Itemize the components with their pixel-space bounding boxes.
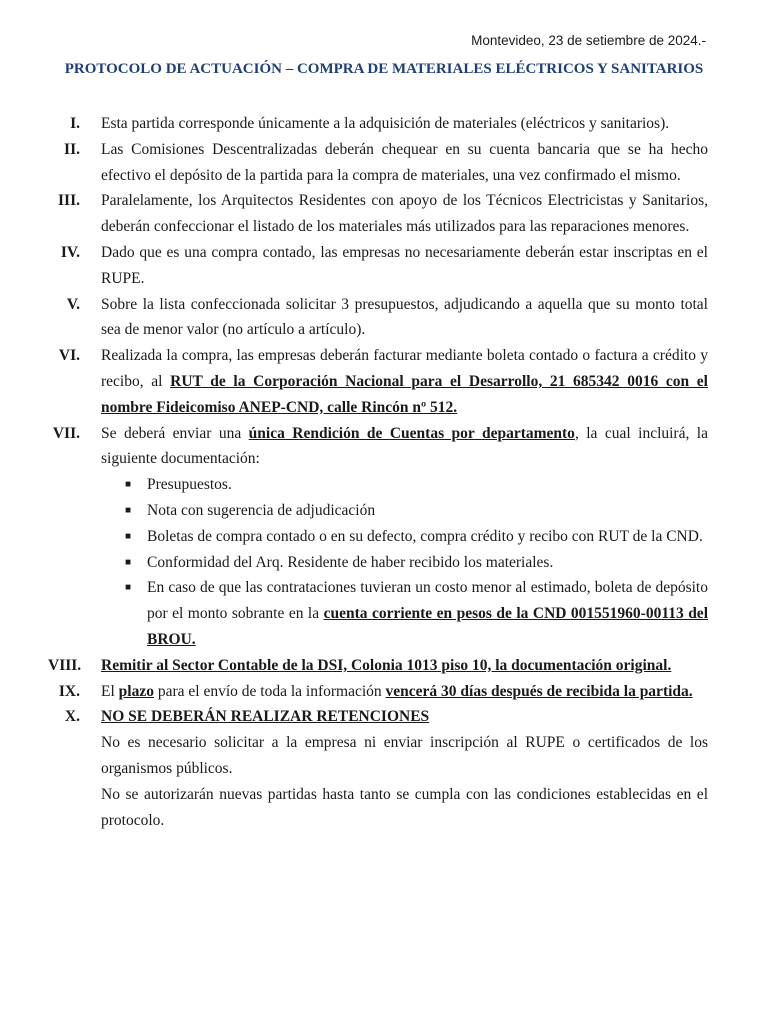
rut-info: RUT de la Corporación Nacional para el Desarrollo, 21 685342 0016 con el nombre Fideicomiso ANEP-CND, calle Rincón nº 512. (101, 372, 708, 416)
item-text: Sobre la lista confeccionada solicitar 3 presupuestos, adjudicando a aquella que su monto total sea de menor valor (no artículo a artículo). (101, 295, 708, 339)
item-text (101, 421, 708, 653)
list-item (101, 498, 708, 524)
item-text: Esta partida corresponde únicamente a la adquisición de materiales (eléctricos y sanitarios). (101, 115, 670, 132)
item-v (48, 292, 708, 344)
list-item-text: Presupuestos. (147, 476, 232, 494)
bullet-icon: ■ (125, 479, 132, 491)
item-text-plain: Se deberá enviar una (101, 424, 249, 442)
item-x (48, 704, 708, 730)
item-number: X. (64, 708, 80, 726)
item-number: V. (66, 295, 80, 313)
plazo-highlight: plazo (118, 682, 154, 700)
list-item-text (147, 575, 708, 652)
item-ii (48, 137, 708, 189)
item-iii (48, 188, 708, 240)
list-item-text: Conformidad del Arq. Residente de haber recibido los materiales. (147, 553, 554, 571)
item-number: VII. (52, 424, 80, 442)
item-text-plain: Realizada la compra, las empresas deberán facturar mediante boleta contado o factura a crédito y recibo, al (101, 347, 708, 390)
list-item-text: Boletas de compra contado o en su defecto, compra crédito y recibo con RUT de la CND. (147, 527, 703, 545)
item-vi (48, 343, 708, 420)
item-number: IX. (58, 682, 80, 700)
item-vii (48, 421, 708, 653)
bank-account-info: cuenta corriente en pesos de la CND 001551960-00113 del BROU. (147, 605, 708, 648)
rendicion-highlight: única Rendición de Cuentas por departamento (248, 424, 575, 442)
item-text: NO SE DEBERÁN REALIZAR RETENCIONES (101, 708, 430, 726)
item-number: III. (58, 192, 80, 210)
closing-paragraph: No es necesario solicitar a la empresa ni enviar inscripción al RUPE o certificados de los organismos públicos. (101, 734, 708, 777)
item-ix (48, 679, 708, 705)
item-text: Dado que es una compra contado, las empresas no necesariamente deberán estar inscriptas en el RUPE. (101, 243, 708, 287)
documentation-list (101, 472, 708, 653)
bullet-icon: ■ (125, 582, 132, 594)
closing-paragraph: No se autorizarán nuevas partidas hasta tanto se cumpla con las condiciones establecidas en el protocolo. (101, 785, 708, 829)
list-item-text-plain: En caso de que las contrataciones tuvieran un costo menor al estimado, boleta de depósito por el monto sobrante en la (147, 579, 708, 623)
item-viii (48, 653, 708, 679)
item-text-plain: para el envío de toda la información (153, 682, 386, 700)
list-item (101, 472, 708, 498)
list-item (101, 550, 708, 576)
item-number: VI. (58, 347, 80, 365)
list-item-text: Nota con sugerencia de adjudicación (147, 501, 376, 519)
item-i (48, 111, 708, 137)
bullet-icon: ■ (125, 504, 132, 516)
document-date: Montevideo, 23 de setiembre de 2024.- (471, 33, 706, 48)
document-body (48, 111, 708, 833)
item-text: Remitir al Sector Contable de la DSI, Colonia 1013 piso 10, la documentación original. (101, 656, 672, 674)
item-number: II. (64, 140, 80, 158)
item-text: Las Comisiones Descentralizadas deberán chequear en su cuenta bancaria que se ha hecho efectivo el depósito de la partida para la compra de materiales, una vez confirmado el mismo. (101, 140, 708, 184)
list-item (101, 524, 708, 550)
bullet-icon: ■ (125, 556, 132, 568)
list-item (101, 575, 708, 652)
item-text (101, 343, 708, 420)
item-text-plain: El (101, 682, 119, 700)
document-title: PROTOCOLO DE ACTUACIÓN – COMPRA DE MATERIALES ELÉCTRICOS Y SANITARIOS (64, 61, 704, 77)
item-number: IV. (60, 243, 80, 261)
item-text-plain: , la cual incluirá, la siguiente documentación: (101, 424, 708, 468)
item-text: Paralelamente, los Arquitectos Residentes con apoyo de los Técnicos Electricistas y Sanitarios, deberán confeccionar el listado de los materiales más utilizados para las reparaciones menores. (101, 192, 708, 236)
item-number: I. (70, 115, 80, 132)
item-iv (48, 240, 708, 292)
deadline-highlight: vencerá 30 días después de recibida la partida. (385, 682, 693, 700)
item-text (101, 679, 708, 705)
bullet-icon: ■ (125, 530, 132, 542)
item-number: VIII. (48, 656, 82, 674)
